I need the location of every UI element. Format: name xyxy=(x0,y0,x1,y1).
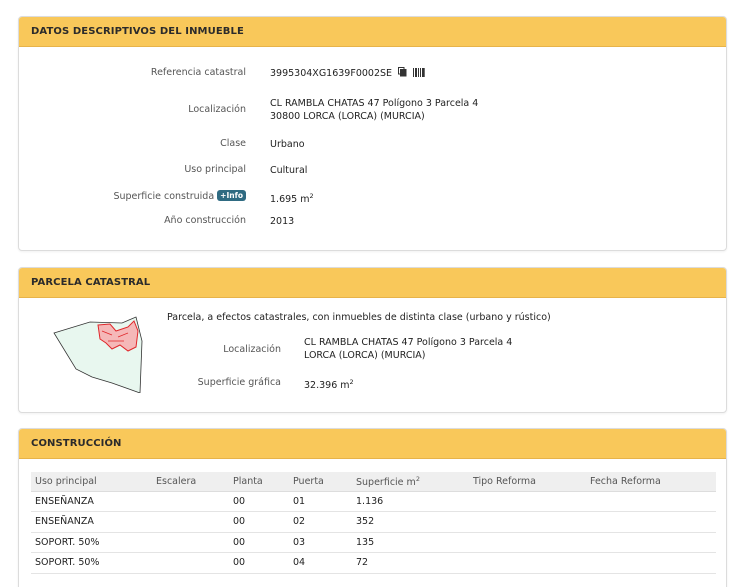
cell-fecha-reforma xyxy=(586,512,716,533)
superficie-label-wrap xyxy=(113,190,246,202)
table-row xyxy=(31,553,716,574)
cell-puerta: 03 xyxy=(289,532,352,553)
col-superficie xyxy=(352,472,469,491)
construccion-header: CONSTRUCCIÓN xyxy=(19,429,726,459)
construccion-panel xyxy=(18,428,727,587)
parcela-localizacion-line1: CL RAMBLA CHATAS 47 Polígono 3 Parcela 4 xyxy=(304,337,513,348)
superficie-unit-exp: 2 xyxy=(309,192,314,200)
localizacion-label: Localización xyxy=(188,104,246,115)
col-fecha-reforma: Fecha Reforma xyxy=(586,472,716,491)
superficie-label: Superficie construida xyxy=(113,191,215,202)
localizacion-value xyxy=(270,97,478,123)
localizacion-line2: 30800 LORCA (LORCA) (MURCIA) xyxy=(270,111,425,122)
table-row xyxy=(31,491,716,512)
cell-puerta: 02 xyxy=(289,512,352,533)
table-header-row xyxy=(31,472,716,491)
cell-planta: 00 xyxy=(229,512,289,533)
col-puerta: Puerta xyxy=(289,472,352,491)
cell-escalera xyxy=(152,491,229,512)
clase-value: Urbano xyxy=(270,139,305,150)
cell-superficie: 1.136 xyxy=(352,491,469,512)
parcela-superficie-label: Superficie gráfica xyxy=(197,377,281,388)
table-row xyxy=(31,512,716,533)
cell-fecha-reforma xyxy=(586,532,716,553)
parcela-localizacion-label: Localización xyxy=(223,344,281,355)
cell-puerta: 01 xyxy=(289,491,352,512)
datos-descriptivos-header: DATOS DESCRIPTIVOS DEL INMUEBLE xyxy=(19,17,726,47)
superficie-value: 1.695 m xyxy=(270,194,310,205)
col-planta: Planta xyxy=(229,472,289,491)
parcela-note: Parcela, a efectos catastrales, con inmuebles de distinta clase (urbano y rústico) xyxy=(167,312,551,323)
cell-puerta: 04 xyxy=(289,553,352,574)
referencia-label: Referencia catastral xyxy=(150,67,246,78)
cell-planta: 00 xyxy=(229,553,289,574)
datos-descriptivos-panel xyxy=(18,16,727,251)
cell-tipo-reforma xyxy=(469,532,586,553)
parcela-superficie-value: 32.396 m xyxy=(304,380,350,391)
col-superficie-label: Superficie m xyxy=(356,476,416,488)
cell-tipo-reforma xyxy=(469,491,586,512)
cell-uso: SOPORT. 50% xyxy=(31,532,152,553)
cell-tipo-reforma xyxy=(469,512,586,533)
cell-planta: 00 xyxy=(229,532,289,553)
parcel-map-image[interactable] xyxy=(52,311,160,393)
uso-value: Cultural xyxy=(270,165,308,176)
parcela-catastral-panel xyxy=(18,267,727,413)
referencia-value[interactable]: 3995304XG1639F0002SE xyxy=(270,68,393,79)
col-superficie-exp: 2 xyxy=(415,474,420,483)
cell-superficie: 352 xyxy=(352,512,469,533)
superficie-value-wrap xyxy=(270,190,314,206)
cell-escalera xyxy=(152,532,229,553)
copy-icon[interactable] xyxy=(398,67,407,81)
anio-value: 2013 xyxy=(270,216,295,227)
cell-tipo-reforma xyxy=(469,553,586,574)
parcela-localizacion-value xyxy=(304,336,512,362)
cell-superficie: 135 xyxy=(352,532,469,553)
info-button[interactable]: +Info xyxy=(217,190,246,201)
anio-label: Año construcción xyxy=(164,215,246,226)
cell-planta: 00 xyxy=(229,491,289,512)
cell-uso: ENSEÑANZA xyxy=(31,491,152,512)
clase-label: Clase xyxy=(220,138,246,149)
cell-fecha-reforma xyxy=(586,553,716,574)
col-escalera: Escalera xyxy=(152,472,229,491)
col-uso-principal: Uso principal xyxy=(31,472,152,491)
table-row xyxy=(31,532,716,553)
cell-escalera xyxy=(152,512,229,533)
cell-superficie: 72 xyxy=(352,553,469,574)
localizacion-line1: CL RAMBLA CHATAS 47 Polígono 3 Parcela 4 xyxy=(270,98,479,109)
col-tipo-reforma: Tipo Reforma xyxy=(469,472,586,491)
parcela-localizacion-line2: LORCA (LORCA) (MURCIA) xyxy=(304,350,426,361)
parcela-superficie-unit-exp: 2 xyxy=(349,378,354,386)
cell-escalera xyxy=(152,553,229,574)
cell-uso: ENSEÑANZA xyxy=(31,512,152,533)
cell-fecha-reforma xyxy=(586,491,716,512)
parcela-catastral-header: PARCELA CATASTRAL xyxy=(19,268,726,298)
barcode-icon[interactable] xyxy=(413,68,425,81)
parcela-superficie-value-wrap xyxy=(304,376,354,392)
cell-uso: SOPORT. 50% xyxy=(31,553,152,574)
uso-label: Uso principal xyxy=(184,164,246,175)
referencia-value-wrap xyxy=(270,67,425,81)
construccion-table xyxy=(31,472,716,574)
